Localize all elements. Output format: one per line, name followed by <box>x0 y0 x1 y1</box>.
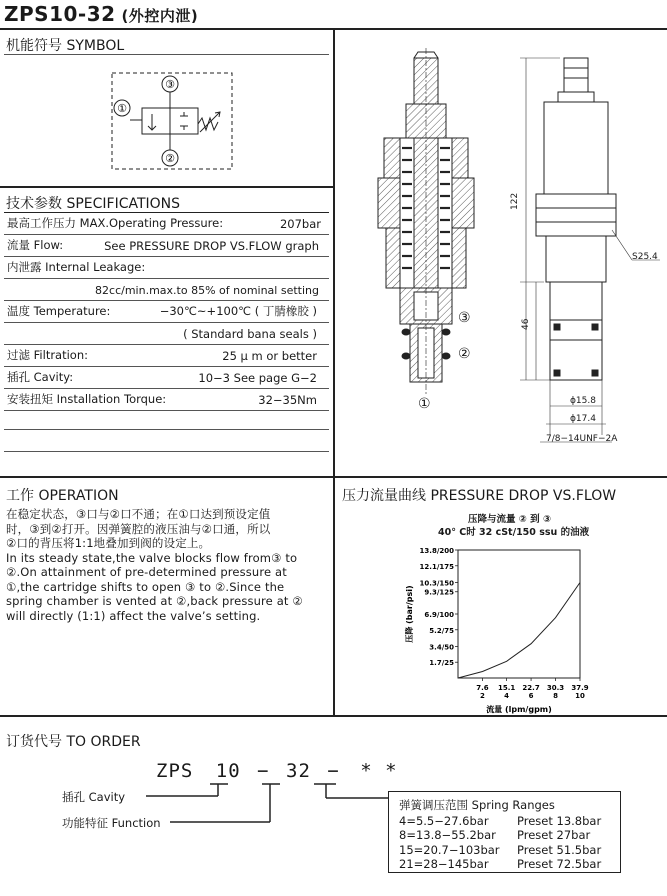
specs-top-rule <box>0 186 333 188</box>
y-tick-label: 13.8/200 <box>419 547 454 555</box>
side-view-drawing <box>500 50 660 450</box>
x-tick-label-gpm: 8 <box>553 692 558 700</box>
spec-blank-rule-1 <box>4 429 329 430</box>
spec-label: 内泄露 Internal Leakage: <box>7 260 146 274</box>
column-divider-top <box>333 30 335 476</box>
range-row <box>399 814 610 829</box>
spec-row-temperature <box>4 301 329 323</box>
symbol-heading: 机能符号 SYMBOL <box>6 38 125 54</box>
spec-label: 最高工作压力 MAX.Operating Pressure: <box>7 216 224 230</box>
symbol-port-3: ③ <box>165 78 175 91</box>
spec-label: 安装扭矩 Installation Torque: <box>7 392 167 406</box>
x-tick-label: 15.1 <box>497 684 516 692</box>
y-tick-label: 6.9/100 <box>424 611 454 619</box>
range-row <box>399 828 610 843</box>
spec-label: 流量 Flow: <box>7 238 64 252</box>
spec-value: ( Standard bana seals ) <box>183 327 317 341</box>
dim-dia-2: ϕ17.4 <box>570 414 596 424</box>
y-tick-label: 9.3/125 <box>424 588 454 597</box>
x-tick-label-gpm: 10 <box>575 692 585 700</box>
cross-section-drawing <box>370 48 490 418</box>
operation-en-line: ②.On attainment of pre-determined pressure at <box>6 565 287 579</box>
spec-row-cavity <box>4 367 329 389</box>
spec-value: See PRESSURE DROP VS.FLOW graph <box>104 239 319 253</box>
order-function-label: 功能特征 Function <box>62 816 161 830</box>
spec-value: 207bar <box>279 217 321 231</box>
code-function: 32 <box>286 760 311 782</box>
order-separator <box>0 715 667 717</box>
spec-value: 32−35Nm <box>258 393 317 407</box>
symbol-port-2: ② <box>165 152 175 165</box>
range-preset: Preset 13.8bar <box>517 813 602 828</box>
spec-row-pressure <box>4 213 329 235</box>
y-tick-label: 1.7/25 <box>429 659 454 668</box>
dim-lower-length: 46 <box>521 318 531 330</box>
spec-label: 温度 Temperature: <box>7 304 111 318</box>
drawing-port-1: ① <box>418 396 431 412</box>
spec-row-seals <box>4 323 329 345</box>
range-preset: Preset 27bar <box>517 828 591 842</box>
x-tick-label-gpm: 4 <box>504 692 510 700</box>
x-tick-label-gpm: 6 <box>528 692 534 700</box>
range-row <box>399 857 610 872</box>
operation-en-line: will directly (1:1) affect the valve’s setting. <box>6 608 261 623</box>
spec-row-torque <box>4 389 329 411</box>
range-row <box>399 843 610 858</box>
operation-en-line: In its steady state,the valve blocks flow from③ to <box>6 550 298 565</box>
x-tick-label-gpm: 2 <box>480 692 485 700</box>
spec-row-leakage <box>4 257 329 279</box>
spec-row-filtration <box>4 345 329 367</box>
spec-row-leakage-value <box>4 279 329 301</box>
order-code <box>156 760 398 782</box>
spec-label: 插孔 Cavity: <box>7 370 74 384</box>
hydraulic-symbol <box>100 72 240 172</box>
page-title <box>4 2 198 26</box>
code-series: ZPS <box>156 760 194 782</box>
x-tick-label: 7.6 <box>476 684 489 692</box>
operation-zh-line: 在稳定状态，③口与②口不通；在①口达到预设定值 <box>6 507 271 521</box>
x-axis-label: 流量 (lpm/gpm) <box>486 705 552 714</box>
code-spring: * * <box>360 760 398 782</box>
operation-heading: 工作 OPERATION <box>6 488 119 504</box>
column-divider-mid <box>333 477 335 715</box>
range-code: 21=28−145bar <box>399 857 489 871</box>
y-axis-label: 压降 (bar/psi) <box>405 585 414 643</box>
y-tick-label: 10.3/150 <box>419 579 454 588</box>
operation-en-line: spring chamber is vented at ②,back pressure at ② <box>6 594 303 608</box>
y-tick-label: 3.4/50 <box>429 643 454 652</box>
spec-value: 10−3 See page G−2 <box>198 371 317 385</box>
range-code: 8=13.8−55.2bar <box>399 828 496 842</box>
chart-subtitle: 40° C时 32 cSt/150 ssu 的油液 <box>438 527 590 538</box>
dim-dia-1: ϕ15.8 <box>570 396 596 406</box>
y-tick-label: 12.1/175 <box>419 562 454 571</box>
order-cavity-label: 插孔 Cavity <box>62 790 126 804</box>
dim-hex: S25.4 <box>632 252 658 262</box>
operation-zh-line: ②口的背压将1:1地叠加到阀的设定上。 <box>6 536 211 550</box>
range-preset: Preset 72.5bar <box>517 857 602 871</box>
spring-ranges-box <box>388 791 621 873</box>
x-tick-label: 22.7 <box>522 684 540 692</box>
dim-thread: 7/8−14UNF−2A <box>546 434 618 444</box>
range-preset: Preset 51.5bar <box>517 842 602 857</box>
code-dash-1: − <box>257 760 270 782</box>
pressure-drop-chart <box>398 540 598 718</box>
spec-value: 82cc/min.max.to 85% of nominal setting <box>95 284 319 297</box>
drawing-port-2: ② <box>458 346 471 362</box>
operation-text <box>6 507 328 623</box>
order-heading: 订货代号 TO ORDER <box>6 734 141 750</box>
operation-en-line: ①,the cartridge shifts to open ③ to ②.Since the <box>6 579 285 594</box>
code-dash-2: − <box>327 760 340 782</box>
order-leader-lines <box>140 782 400 832</box>
range-code: 4=5.5−27.6bar <box>399 813 489 828</box>
range-code: 15=20.7−103bar <box>399 842 500 857</box>
series-line <box>458 583 580 679</box>
pressure-heading: 压力流量曲线 PRESSURE DROP VS.FLOW <box>342 488 617 504</box>
spec-row-flow <box>4 235 329 257</box>
spring-ranges-heading: 弹簧调压范围 Spring Ranges <box>399 798 555 812</box>
model-subtitle: (外控内泄) <box>121 7 199 25</box>
x-tick-label: 30.3 <box>546 684 565 692</box>
chart-title: 压降与流量 ② 到 ③ <box>468 514 552 525</box>
specs-heading: 技术参数 SPECIFICATIONS <box>6 196 181 212</box>
operation-zh-line: 时，③到②打开。因弹簧腔的液压油与②口通，所以 <box>6 521 271 536</box>
y-tick-label: 5.2/75 <box>429 626 454 635</box>
chart-plot-frame <box>458 550 580 678</box>
spec-value: −30℃~+100℃ ( 丁腈橡胶 ) <box>159 304 317 318</box>
spec-value: 25 μ m or better <box>222 349 317 363</box>
x-tick-label: 37.9 <box>571 684 589 692</box>
code-cavity: 10 <box>215 760 241 782</box>
model-number: ZPS10-32 <box>4 2 116 26</box>
drawing-port-3: ③ <box>458 310 471 326</box>
spec-label: 过滤 Filtration: <box>7 348 89 362</box>
symbol-port-1: ① <box>117 102 127 115</box>
dim-total-length: 122 <box>510 192 520 210</box>
symbol-heading-rule <box>4 54 329 55</box>
spec-blank-rule-2 <box>4 451 329 452</box>
